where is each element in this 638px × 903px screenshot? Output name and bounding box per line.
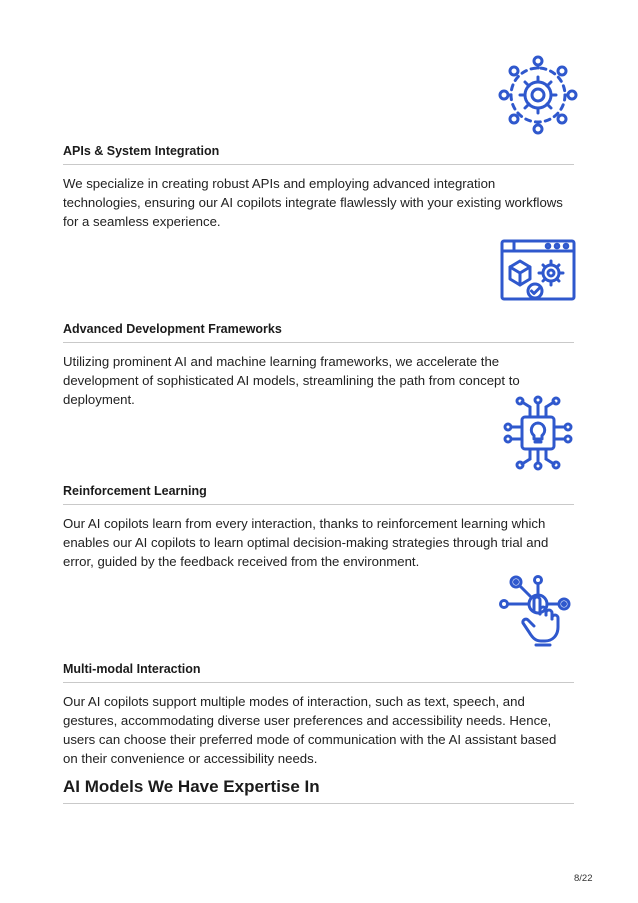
lightbulb-circuit-icon	[496, 395, 580, 471]
page-number: 8/22	[574, 873, 593, 884]
section-heading: Advanced Development Frameworks	[63, 322, 574, 343]
section-body: We specialize in creating robust APIs and employing advanced integration technologies, ensuring our AI copilots integrate flawlessly with your existing workflows for a seamless experience.	[63, 176, 563, 229]
section-heading: Reinforcement Learning	[63, 484, 574, 505]
section-title-ai-models: AI Models We Have Expertise In	[63, 777, 574, 804]
app-window-gear-icon	[496, 235, 580, 305]
section-heading: APIs & System Integration	[63, 144, 574, 165]
hand-touch-network-icon	[496, 573, 580, 653]
gear-network-icon	[496, 53, 580, 137]
section-body: Our AI copilots support multiple modes of interaction, such as text, speech, and gestures, accommodating diverse user preferences and accessibility needs. Hence, users can choose their preferred mode of communication with the AI assistant based on their convenience or accessibility needs.	[63, 694, 557, 766]
section-reinforcement-learning	[63, 484, 574, 571]
section-body: Our AI copilots learn from every interaction, thanks to reinforcement learning which enables our AI copilots to learn optimal decision-making strategies through trial and error, guided by the feedback received from the environment.	[63, 516, 549, 569]
section-multimodal-interaction	[63, 662, 574, 768]
section-apis-integration	[63, 144, 574, 231]
section-heading: Multi-modal Interaction	[63, 662, 574, 683]
section-body: Utilizing prominent AI and machine learning frameworks, we accelerate the development of sophisticated AI models, streamlining the path from concept to deployment.	[63, 354, 520, 407]
